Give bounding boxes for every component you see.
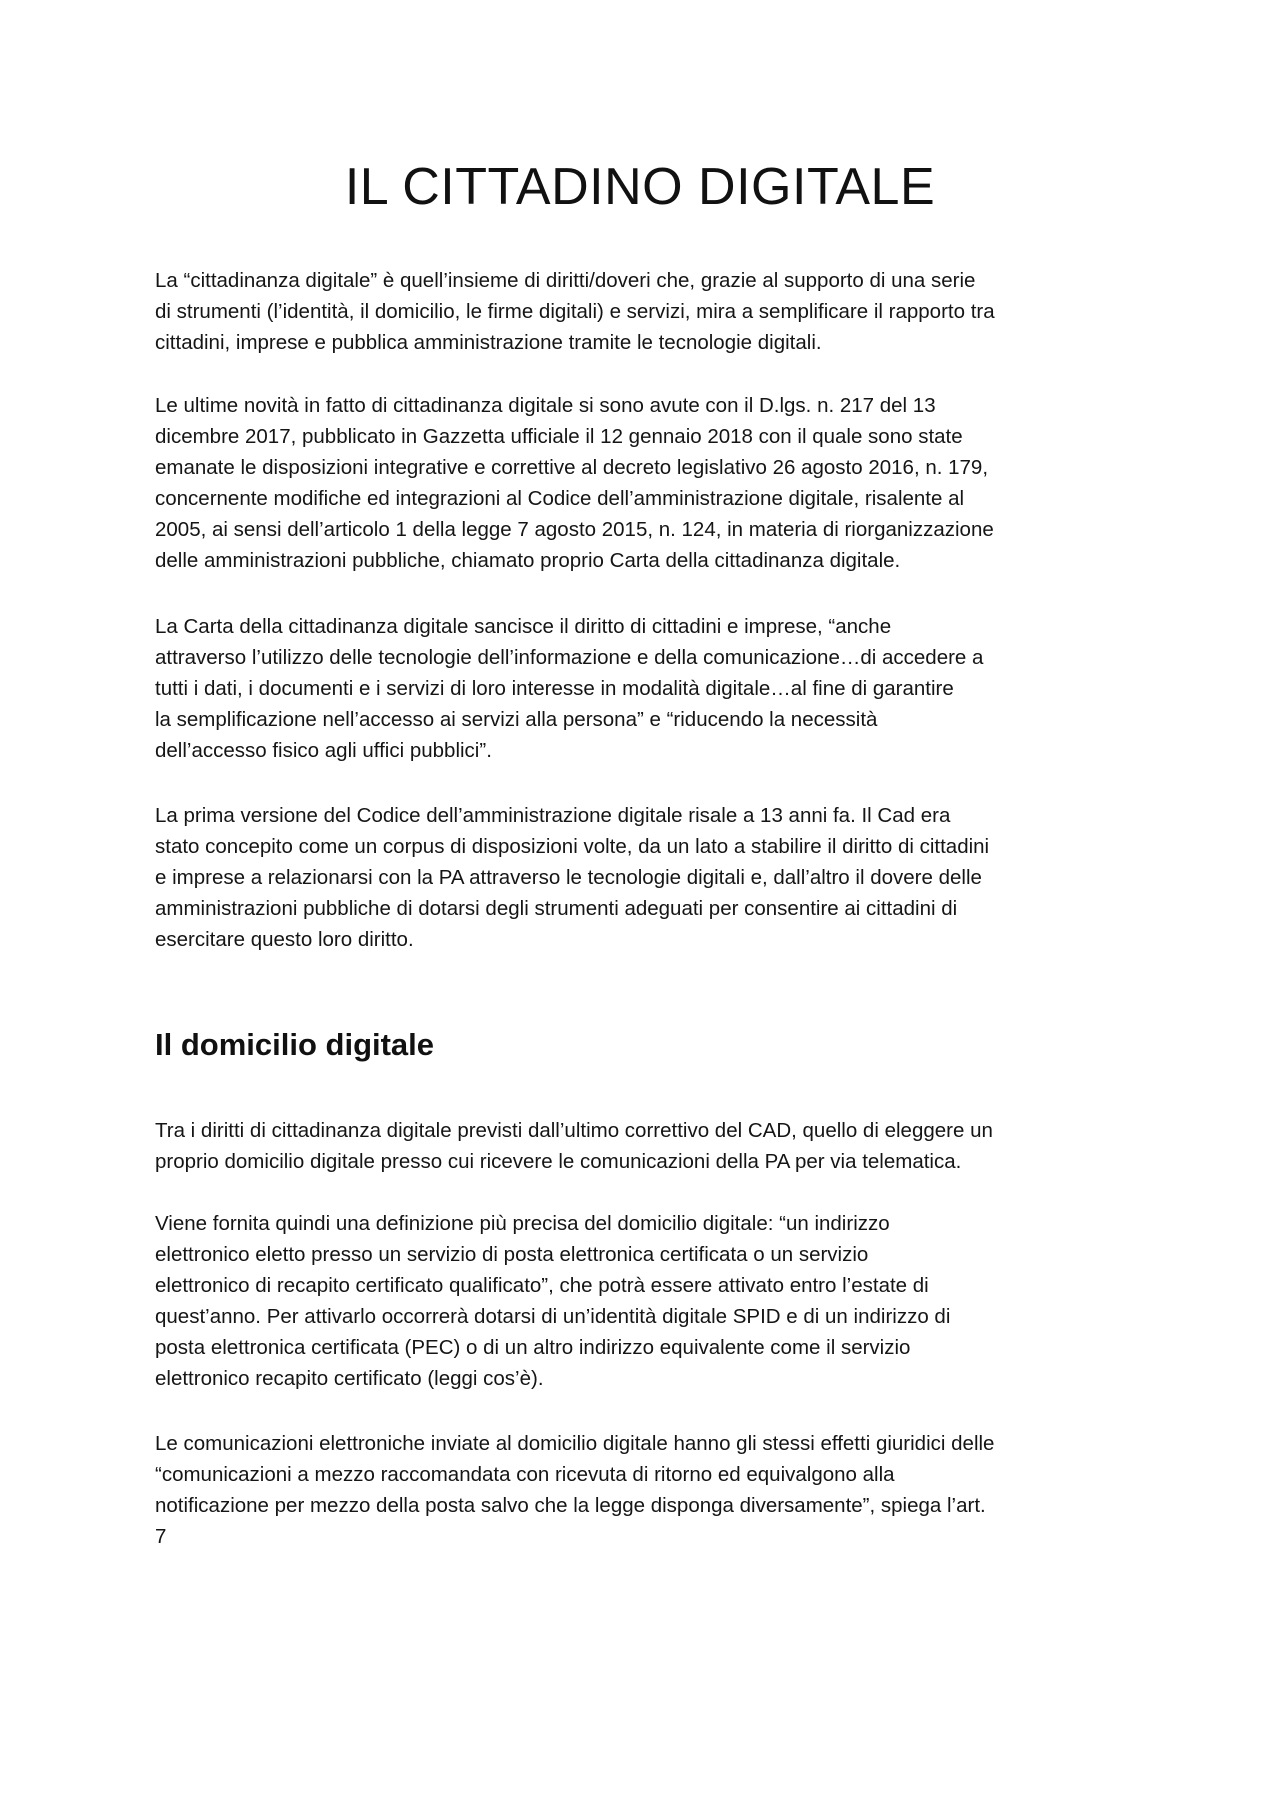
section-heading: Il domicilio digitale [155, 1027, 435, 1062]
paragraph-definizione-domicilio [155, 1208, 1140, 1394]
text-line: emanate le disposizioni integrative e correttive al decreto legislativo 26 agosto 2016, n. 179, [155, 456, 989, 479]
text-line: 7 [155, 1525, 167, 1548]
document-title: IL CITTADINO DIGITALE [344, 158, 936, 216]
text-line: la semplificazione nell’accesso ai servizi alla persona” e “riducendo la necessità [155, 708, 878, 731]
text-line: La “cittadinanza digitale” è quell’insieme di diritti/doveri che, grazie al supporto di una serie [155, 269, 976, 292]
paragraph-prima-versione-cad [155, 800, 1140, 955]
text-line: concernente modifiche ed integrazioni al Codice dell’amministrazione digitale, risalente al [155, 487, 965, 510]
text-line: “comunicazioni a mezzo raccomandata con ricevuta di ritorno ed equivalgono alla [155, 1463, 895, 1486]
text-line: elettronico di recapito certificato qualificato”, che potrà essere attivato entro l’estate di [155, 1274, 929, 1297]
text-line: e imprese a relazionarsi con la PA attraverso le tecnologie digitali e, dall’altro il dovere delle [155, 866, 982, 889]
paragraph-ultime-novita [155, 390, 1140, 576]
text-line: La prima versione del Codice dell’amministrazione digitale risale a 13 anni fa. Il Cad era [155, 804, 951, 827]
text-line: 2005, ai sensi dell’articolo 1 della legge 7 agosto 2015, n. 124, in materia di riorganizzazione [155, 518, 994, 541]
text-line: di strumenti (l’identità, il domicilio, le firme digitali) e servizi, mira a semplificare il rapporto tra [155, 300, 995, 323]
paragraph-diritti-domicilio [155, 1115, 1140, 1177]
text-line: elettronico recapito certificato (leggi cos’è). [155, 1367, 544, 1390]
paragraph-carta-cittadinanza [155, 611, 1140, 766]
text-line: cittadini, imprese e pubblica amministrazione tramite le tecnologie digitali. [155, 331, 822, 354]
text-line: Le ultime novità in fatto di cittadinanza digitale si sono avute con il D.lgs. n. 217 del 13 [155, 394, 936, 417]
paragraph-comunicazioni-elettroniche [155, 1428, 1140, 1552]
text-line: notificazione per mezzo della posta salvo che la legge disponga diversamente”, spiega l’art. [155, 1494, 986, 1517]
text-line: quest’anno. Per attivarlo occorrerà dotarsi di un’identità digitale SPID e di un indirizzo di [155, 1305, 951, 1328]
paragraph-cittadinanza-definition [155, 265, 1140, 358]
text-line: delle amministrazioni pubbliche, chiamato proprio Carta della cittadinanza digitale. [155, 549, 901, 572]
text-line: tutti i dati, i documenti e i servizi di loro interesse in modalità digitale…al fine di garantire [155, 677, 954, 700]
text-line: La Carta della cittadinanza digitale sancisce il diritto di cittadini e imprese, “anche [155, 615, 892, 638]
text-line: esercitare questo loro diritto. [155, 928, 414, 951]
text-line: Le comunicazioni elettroniche inviate al domicilio digitale hanno gli stessi effetti giuridici delle [155, 1432, 995, 1455]
text-line: Tra i diritti di cittadinanza digitale previsti dall’ultimo correttivo del CAD, quello di eleggere un [155, 1119, 993, 1142]
text-line: amministrazioni pubbliche di dotarsi degli strumenti adeguati per consentire ai cittadini di [155, 897, 958, 920]
text-line: posta elettronica certificata (PEC) o di un altro indirizzo equivalente come il servizio [155, 1336, 911, 1359]
text-line: attraverso l’utilizzo delle tecnologie dell’informazione e della comunicazione…di accedere a [155, 646, 984, 669]
text-line: stato concepito come un corpus di disposizioni volte, da un lato a stabilire il diritto di cittadini [155, 835, 990, 858]
text-line: dicembre 2017, pubblicato in Gazzetta ufficiale il 12 gennaio 2018 con il quale sono state [155, 425, 963, 448]
text-line: Viene fornita quindi una definizione più precisa del domicilio digitale: “un indirizzo [155, 1212, 890, 1235]
text-line: proprio domicilio digitale presso cui ricevere le comunicazioni della PA per via telematica. [155, 1150, 962, 1173]
text-line: elettronico eletto presso un servizio di posta elettronica certificata o un servizio [155, 1243, 869, 1266]
text-line: dell’accesso fisico agli uffici pubblici”. [155, 739, 492, 762]
